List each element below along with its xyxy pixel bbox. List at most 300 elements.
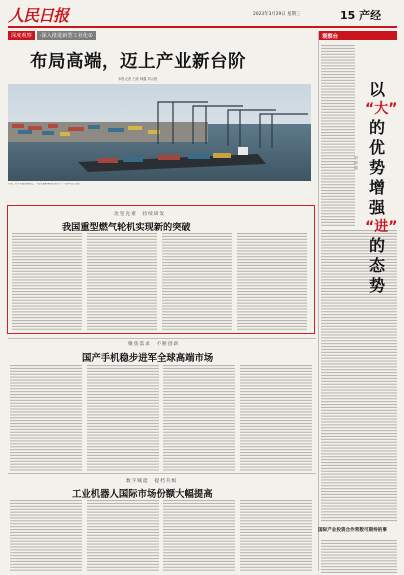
text-line xyxy=(10,558,82,559)
text-line xyxy=(10,388,82,389)
commentary-title-char: 势 xyxy=(368,158,385,177)
text-line xyxy=(321,193,355,194)
text-line xyxy=(163,461,235,462)
text-line xyxy=(240,555,312,556)
text-line xyxy=(10,509,82,510)
text-line xyxy=(321,494,397,495)
text-line xyxy=(237,291,307,292)
text-line xyxy=(163,526,235,527)
text-line xyxy=(87,520,159,521)
text-line xyxy=(87,308,157,309)
text-line xyxy=(321,485,397,486)
text-line xyxy=(240,417,312,418)
text-line xyxy=(87,268,157,269)
text-line xyxy=(162,323,232,324)
text-line xyxy=(87,426,159,427)
text-line xyxy=(87,546,159,547)
text-line xyxy=(87,500,159,501)
text-line xyxy=(87,303,157,304)
text-line xyxy=(163,426,235,427)
text-line xyxy=(321,387,397,388)
text-line xyxy=(87,506,159,507)
text-line xyxy=(240,368,312,369)
text-line xyxy=(10,464,82,465)
text-line xyxy=(87,329,157,330)
text-line xyxy=(163,452,235,453)
article2-title: 国产手机稳步进军全球高端市场 xyxy=(82,353,214,364)
text-line xyxy=(240,523,312,524)
text-line xyxy=(240,500,312,501)
text-line xyxy=(321,199,355,200)
text-line xyxy=(240,546,312,547)
text-line xyxy=(321,395,397,396)
text-line xyxy=(87,411,159,412)
text-line xyxy=(87,236,157,237)
text-line xyxy=(321,349,397,350)
text-line xyxy=(321,436,397,437)
text-line xyxy=(321,410,397,411)
text-line xyxy=(321,497,397,498)
text-line xyxy=(12,326,82,327)
text-line xyxy=(12,308,82,309)
text-line xyxy=(10,423,82,424)
commentary-title-char: 势 xyxy=(368,276,385,295)
text-line xyxy=(163,546,235,547)
text-line xyxy=(321,118,355,119)
text-line xyxy=(321,303,397,304)
text-line xyxy=(321,51,355,52)
text-line xyxy=(87,570,159,571)
article1-kicker: 攻坚克难 持续研发 xyxy=(114,212,166,217)
text-line xyxy=(10,443,82,444)
commentary-title xyxy=(365,80,398,296)
text-line xyxy=(87,300,157,301)
text-line xyxy=(87,374,159,375)
text-line xyxy=(240,529,312,530)
text-line xyxy=(163,440,235,441)
text-line xyxy=(237,297,307,298)
text-line xyxy=(321,352,397,353)
text-line xyxy=(87,512,159,513)
issue-date: 2023年3月29日 星期三 xyxy=(253,12,301,17)
text-line xyxy=(321,164,355,165)
text-line xyxy=(321,60,355,61)
text-line xyxy=(12,245,82,246)
text-line xyxy=(321,149,355,150)
text-line xyxy=(240,552,312,553)
text-line xyxy=(87,385,159,386)
text-line xyxy=(237,245,307,246)
text-line xyxy=(10,512,82,513)
text-line xyxy=(87,446,159,447)
text-line xyxy=(10,414,82,415)
text-line xyxy=(10,409,82,410)
text-line xyxy=(10,467,82,468)
text-line xyxy=(87,532,159,533)
text-line xyxy=(321,83,355,84)
text-line xyxy=(162,277,232,278)
text-line xyxy=(12,250,82,251)
text-line xyxy=(87,544,159,545)
text-line xyxy=(87,239,157,240)
text-line xyxy=(240,446,312,447)
text-line xyxy=(321,184,355,185)
text-line xyxy=(163,558,235,559)
text-line xyxy=(162,329,232,330)
text-line xyxy=(87,250,157,251)
text-line xyxy=(321,314,397,315)
text-line xyxy=(87,443,159,444)
text-line xyxy=(240,517,312,518)
text-line xyxy=(321,506,397,507)
text-line xyxy=(163,529,235,530)
text-line xyxy=(12,306,82,307)
text-line xyxy=(237,303,307,304)
text-line xyxy=(162,306,232,307)
text-line xyxy=(240,385,312,386)
text-line xyxy=(240,515,312,516)
text-line xyxy=(87,262,157,263)
text-line xyxy=(321,424,397,425)
text-line xyxy=(163,515,235,516)
text-line xyxy=(87,382,159,383)
text-line xyxy=(163,391,235,392)
text-line xyxy=(321,430,397,431)
text-line xyxy=(10,406,82,407)
text-line xyxy=(240,558,312,559)
text-line xyxy=(87,552,159,553)
text-line xyxy=(163,371,235,372)
text-line xyxy=(237,274,307,275)
text-line xyxy=(321,100,355,101)
text-line xyxy=(237,285,307,286)
text-line xyxy=(321,129,355,130)
text-line xyxy=(87,274,157,275)
text-line xyxy=(162,259,232,260)
text-line xyxy=(87,279,157,280)
text-line xyxy=(321,311,397,312)
text-line xyxy=(321,540,397,541)
text-line xyxy=(321,337,397,338)
text-line xyxy=(321,416,397,417)
commentary-title-char: 的 xyxy=(368,236,385,255)
text-line xyxy=(240,449,312,450)
text-line xyxy=(321,503,397,504)
text-line xyxy=(10,385,82,386)
text-line xyxy=(87,314,157,315)
text-line xyxy=(87,388,159,389)
text-line xyxy=(321,361,397,362)
text-line xyxy=(87,282,157,283)
text-line xyxy=(240,469,312,470)
text-line xyxy=(10,520,82,521)
text-line xyxy=(162,300,232,301)
text-line xyxy=(162,288,232,289)
text-line xyxy=(163,552,235,553)
text-line xyxy=(321,390,397,391)
text-line xyxy=(237,320,307,321)
text-line xyxy=(163,517,235,518)
text-line xyxy=(162,256,232,257)
text-line xyxy=(321,158,355,159)
text-line xyxy=(162,308,232,309)
text-line xyxy=(237,282,307,283)
text-line xyxy=(321,135,355,136)
text-line xyxy=(237,248,307,249)
text-line xyxy=(163,443,235,444)
text-line xyxy=(12,259,82,260)
text-line xyxy=(321,355,397,356)
text-line xyxy=(237,294,307,295)
text-line xyxy=(321,213,355,214)
text-line xyxy=(321,300,397,301)
text-line xyxy=(237,277,307,278)
text-line xyxy=(162,291,232,292)
text-line xyxy=(87,397,159,398)
text-line xyxy=(321,450,397,451)
divider-line xyxy=(8,338,316,339)
text-line xyxy=(87,452,159,453)
text-line xyxy=(12,271,82,272)
text-line xyxy=(10,535,82,536)
text-line xyxy=(87,420,159,421)
text-line xyxy=(10,555,82,556)
text-line xyxy=(240,455,312,456)
text-line xyxy=(321,225,355,226)
text-line xyxy=(321,334,397,335)
text-line xyxy=(321,375,397,376)
text-line xyxy=(237,279,307,280)
text-line xyxy=(87,529,159,530)
text-line xyxy=(321,569,397,570)
text-line xyxy=(163,523,235,524)
sidebar-bottom-headline: 国际产业投资合作常数可期待的事 xyxy=(318,528,387,533)
text-line xyxy=(321,543,397,544)
text-line xyxy=(321,62,355,63)
text-line xyxy=(163,555,235,556)
text-line xyxy=(12,268,82,269)
text-line xyxy=(162,236,232,237)
text-line xyxy=(87,564,159,565)
text-line xyxy=(87,306,157,307)
text-line xyxy=(10,546,82,547)
text-line xyxy=(237,288,307,289)
text-line xyxy=(321,97,355,98)
text-line xyxy=(10,570,82,571)
text-line xyxy=(87,467,159,468)
commentary-title-char: 以 xyxy=(368,80,385,99)
text-line xyxy=(240,464,312,465)
text-line xyxy=(87,515,159,516)
text-line xyxy=(163,403,235,404)
text-line xyxy=(240,452,312,453)
text-line xyxy=(321,222,355,223)
text-line xyxy=(87,242,157,243)
sidebar-divider xyxy=(318,31,319,571)
text-line xyxy=(162,285,232,286)
text-line xyxy=(163,500,235,501)
text-line xyxy=(237,300,307,301)
text-line xyxy=(240,461,312,462)
text-line xyxy=(321,358,397,359)
text-line xyxy=(321,54,355,55)
text-line xyxy=(10,382,82,383)
text-line xyxy=(321,147,355,148)
text-line xyxy=(162,326,232,327)
text-line xyxy=(87,417,159,418)
text-line xyxy=(163,385,235,386)
text-line xyxy=(321,369,397,370)
text-line xyxy=(321,68,355,69)
text-line xyxy=(163,532,235,533)
text-line xyxy=(321,445,397,446)
text-line xyxy=(321,459,397,460)
text-line xyxy=(10,411,82,412)
text-line xyxy=(321,563,397,564)
text-line xyxy=(321,141,355,142)
text-line xyxy=(321,216,355,217)
text-line xyxy=(87,245,157,246)
text-line xyxy=(321,176,355,177)
text-line xyxy=(87,317,157,318)
text-line xyxy=(87,449,159,450)
text-line xyxy=(240,506,312,507)
text-line xyxy=(321,317,397,318)
text-line xyxy=(87,311,157,312)
text-line xyxy=(162,268,232,269)
text-line xyxy=(321,332,397,333)
text-line xyxy=(321,421,397,422)
text-line xyxy=(321,372,397,373)
text-line xyxy=(87,464,159,465)
text-line xyxy=(240,403,312,404)
text-line xyxy=(240,371,312,372)
text-line xyxy=(321,514,397,515)
article1-title: 我国重型燃气轮机实现新的突破 xyxy=(62,222,191,233)
text-line xyxy=(87,469,159,470)
text-line xyxy=(163,432,235,433)
text-line xyxy=(10,429,82,430)
text-line xyxy=(87,455,159,456)
text-line xyxy=(12,297,82,298)
text-line xyxy=(163,467,235,468)
text-line xyxy=(321,384,397,385)
text-line xyxy=(163,377,235,378)
text-line xyxy=(240,429,312,430)
text-line xyxy=(10,420,82,421)
text-line xyxy=(321,170,355,171)
text-line xyxy=(87,400,159,401)
text-line xyxy=(10,517,82,518)
text-line xyxy=(321,109,355,110)
text-line xyxy=(240,549,312,550)
text-line xyxy=(237,250,307,251)
text-line xyxy=(10,452,82,453)
byline: 本报记者 王政 韩鑫 刘山根 xyxy=(118,77,158,81)
text-line xyxy=(10,403,82,404)
text-line xyxy=(10,368,82,369)
text-line xyxy=(321,366,397,367)
text-line xyxy=(321,474,397,475)
text-line xyxy=(10,432,82,433)
text-line xyxy=(321,89,355,90)
text-line xyxy=(321,219,355,220)
text-line xyxy=(87,561,159,562)
text-line xyxy=(237,233,307,234)
text-line xyxy=(321,488,397,489)
text-line xyxy=(12,300,82,301)
text-line xyxy=(237,326,307,327)
text-line xyxy=(162,303,232,304)
text-line xyxy=(321,323,397,324)
text-line xyxy=(163,394,235,395)
text-line xyxy=(321,549,397,550)
text-line xyxy=(10,541,82,542)
text-line xyxy=(10,374,82,375)
text-line xyxy=(10,532,82,533)
text-line xyxy=(162,311,232,312)
text-line xyxy=(237,256,307,257)
text-line xyxy=(240,391,312,392)
text-line xyxy=(10,523,82,524)
text-line xyxy=(87,523,159,524)
text-line xyxy=(163,388,235,389)
text-line xyxy=(240,503,312,504)
text-line xyxy=(321,572,397,573)
text-line xyxy=(162,250,232,251)
text-line xyxy=(87,558,159,559)
article2-kicker: 聚焦需求 不断创新 xyxy=(128,342,180,347)
text-line xyxy=(321,517,397,518)
text-line xyxy=(87,541,159,542)
text-line xyxy=(163,380,235,381)
text-line xyxy=(321,103,355,104)
text-line xyxy=(163,549,235,550)
text-line xyxy=(163,406,235,407)
text-line xyxy=(87,253,157,254)
text-line xyxy=(87,297,157,298)
text-line xyxy=(237,329,307,330)
text-line xyxy=(10,438,82,439)
text-line xyxy=(163,561,235,562)
text-line xyxy=(321,120,355,121)
text-line xyxy=(12,262,82,263)
text-line xyxy=(240,406,312,407)
text-line xyxy=(321,48,355,49)
text-line xyxy=(321,378,397,379)
text-line xyxy=(163,417,235,418)
text-line xyxy=(237,259,307,260)
text-line xyxy=(321,86,355,87)
text-line xyxy=(10,397,82,398)
text-line xyxy=(10,564,82,565)
text-line xyxy=(321,363,397,364)
text-line xyxy=(163,535,235,536)
text-line xyxy=(87,432,159,433)
text-line xyxy=(10,458,82,459)
text-line xyxy=(163,458,235,459)
text-line xyxy=(163,411,235,412)
text-line xyxy=(10,400,82,401)
text-line xyxy=(321,207,355,208)
text-line xyxy=(321,112,355,113)
text-line xyxy=(12,279,82,280)
text-line xyxy=(321,462,397,463)
text-line xyxy=(87,409,159,410)
text-line xyxy=(87,567,159,568)
text-line xyxy=(321,491,397,492)
text-line xyxy=(163,414,235,415)
